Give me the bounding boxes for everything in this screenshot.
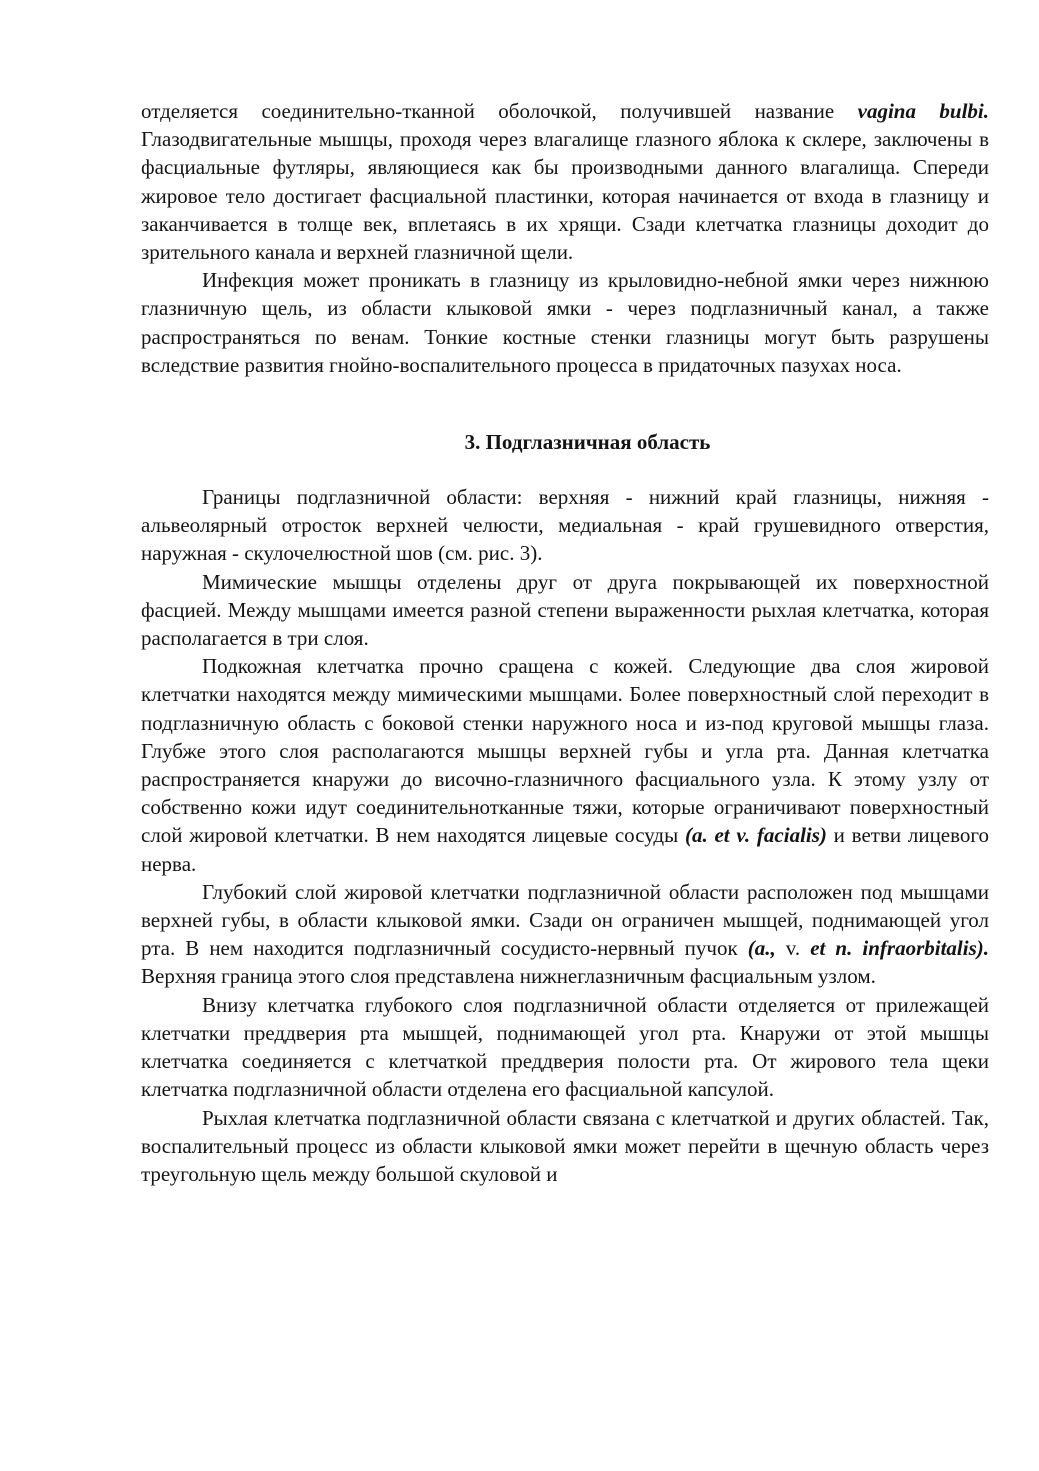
section-heading: 3. Подглазничная область <box>464 430 711 455</box>
spacer <box>141 456 989 483</box>
latin-term-facialis: (a. et v. facialis) <box>684 823 827 848</box>
document-page <box>141 97 989 1188</box>
paragraph-5 <box>141 652 989 878</box>
paragraph-6-text-b: Верхняя граница этого слоя представлена нижнеглазничным фасциальным узлом. <box>141 964 876 989</box>
paragraph-2: Инфекция может проникать в глазницу из крыловидно-небной ямки через нижнюю глазничную щель, из области клыковой ямки - через подглазничный канал, а также распространяться по венам. Тонкие костные стенки глазницы могут быть разрушены вследствие развития гнойно-воспалительного процесса в придаточных пазухах носа. <box>141 268 989 377</box>
paragraph-4: Мимические мышцы отделены друг от друга покрывающей их поверхностной фасцией. Между мышцами имеется разной степени выраженности рыхлая клетчатка, которая располагается в три слоя. <box>141 569 989 651</box>
paragraph-5-text-b: и ветви лицевого нерва. <box>141 823 989 876</box>
paragraph-7: Внизу клетчатка глубокого слоя подглазничной области отделяется от прилежащей клетчатки преддверия рта мышцей, поднимающей угол рта. Кнаружи от этой мышцы клетчатка соединяется с клетчаткой преддверия полости рта. От жирового тела щеки клетчатка подглазничной области отделена его фасциальной капсулой. <box>141 992 989 1102</box>
paragraph-8: Рыхлая клетчатка подглазничной области связана с клетчаткой и других областей. Так, воспалительный процесс из области клыковой ямки может перейти в щечную область через треугольную щель между большой скуловой и <box>141 1105 989 1186</box>
paragraph-3: Границы подглазничной области: верхняя - нижний край глазницы, нижняя - альвеолярный отросток верхней челюсти, медиальная - край грушевидного отверстия, наружная - скулочелюстной шов (см. рис. 3). <box>141 485 989 566</box>
paragraph-5-text-a: Подкожная клетчатка прочно сращена с кожей. Следующие два слоя жировой клетчатки находятся между мимическими мышцами. Более поверхностный слой переходит в подглазничную область с боковой стенки наружного носа и из-под круговой мышцы глаза. Глубже этого слоя располагаются мышцы верхней губы и угла рта. Данная клетчатка распространяется кнаружи до височно-глазничного фасциального узла. К этому узлу от собственно кожи идут соединительнотканные тяжи, которые ограничивают поверхностный слой жировой клетчатки. В нем находятся лицевые сосуды <box>141 654 989 848</box>
paragraph-6-text-mid: v. <box>775 936 811 961</box>
latin-term-a: (a., <box>747 936 776 961</box>
latin-term-infraorbitalis: et n. infraorbitalis). <box>810 936 989 961</box>
latin-term-vagina-bulbi: vagina bulbi. <box>857 99 989 123</box>
paragraph-1-text-b: Глазодвигательные мышцы, проходя через влагалище глазного яблока к склере, заключены в фасциальные футляры, являющиеся как бы производными данного влагалища. Спереди жировое тело достигает фасциальной пластинки, которая начинается от входа в глазницу и заканчивается в толще век, вплетаясь в их хрящи. Сзади клетчатка глазницы доходит до зрительного канала и верхней глазничной щели. <box>141 127 989 265</box>
spacer <box>141 379 989 428</box>
paragraph-6-text-a: Глубокий слой жировой клетчатки подглазничной области расположен под мышцами верхней губы, в области клыковой ямки. Сзади он ограничен мышцей, поднимающей угол рта. В нем находится подглазничный сосудисто-нервный пучок <box>141 879 989 961</box>
paragraph-6 <box>141 878 989 991</box>
paragraph-1-text-a: отделяется соединительно-тканной оболочкой, получившей название <box>141 99 858 123</box>
paragraph-1 <box>141 97 989 266</box>
